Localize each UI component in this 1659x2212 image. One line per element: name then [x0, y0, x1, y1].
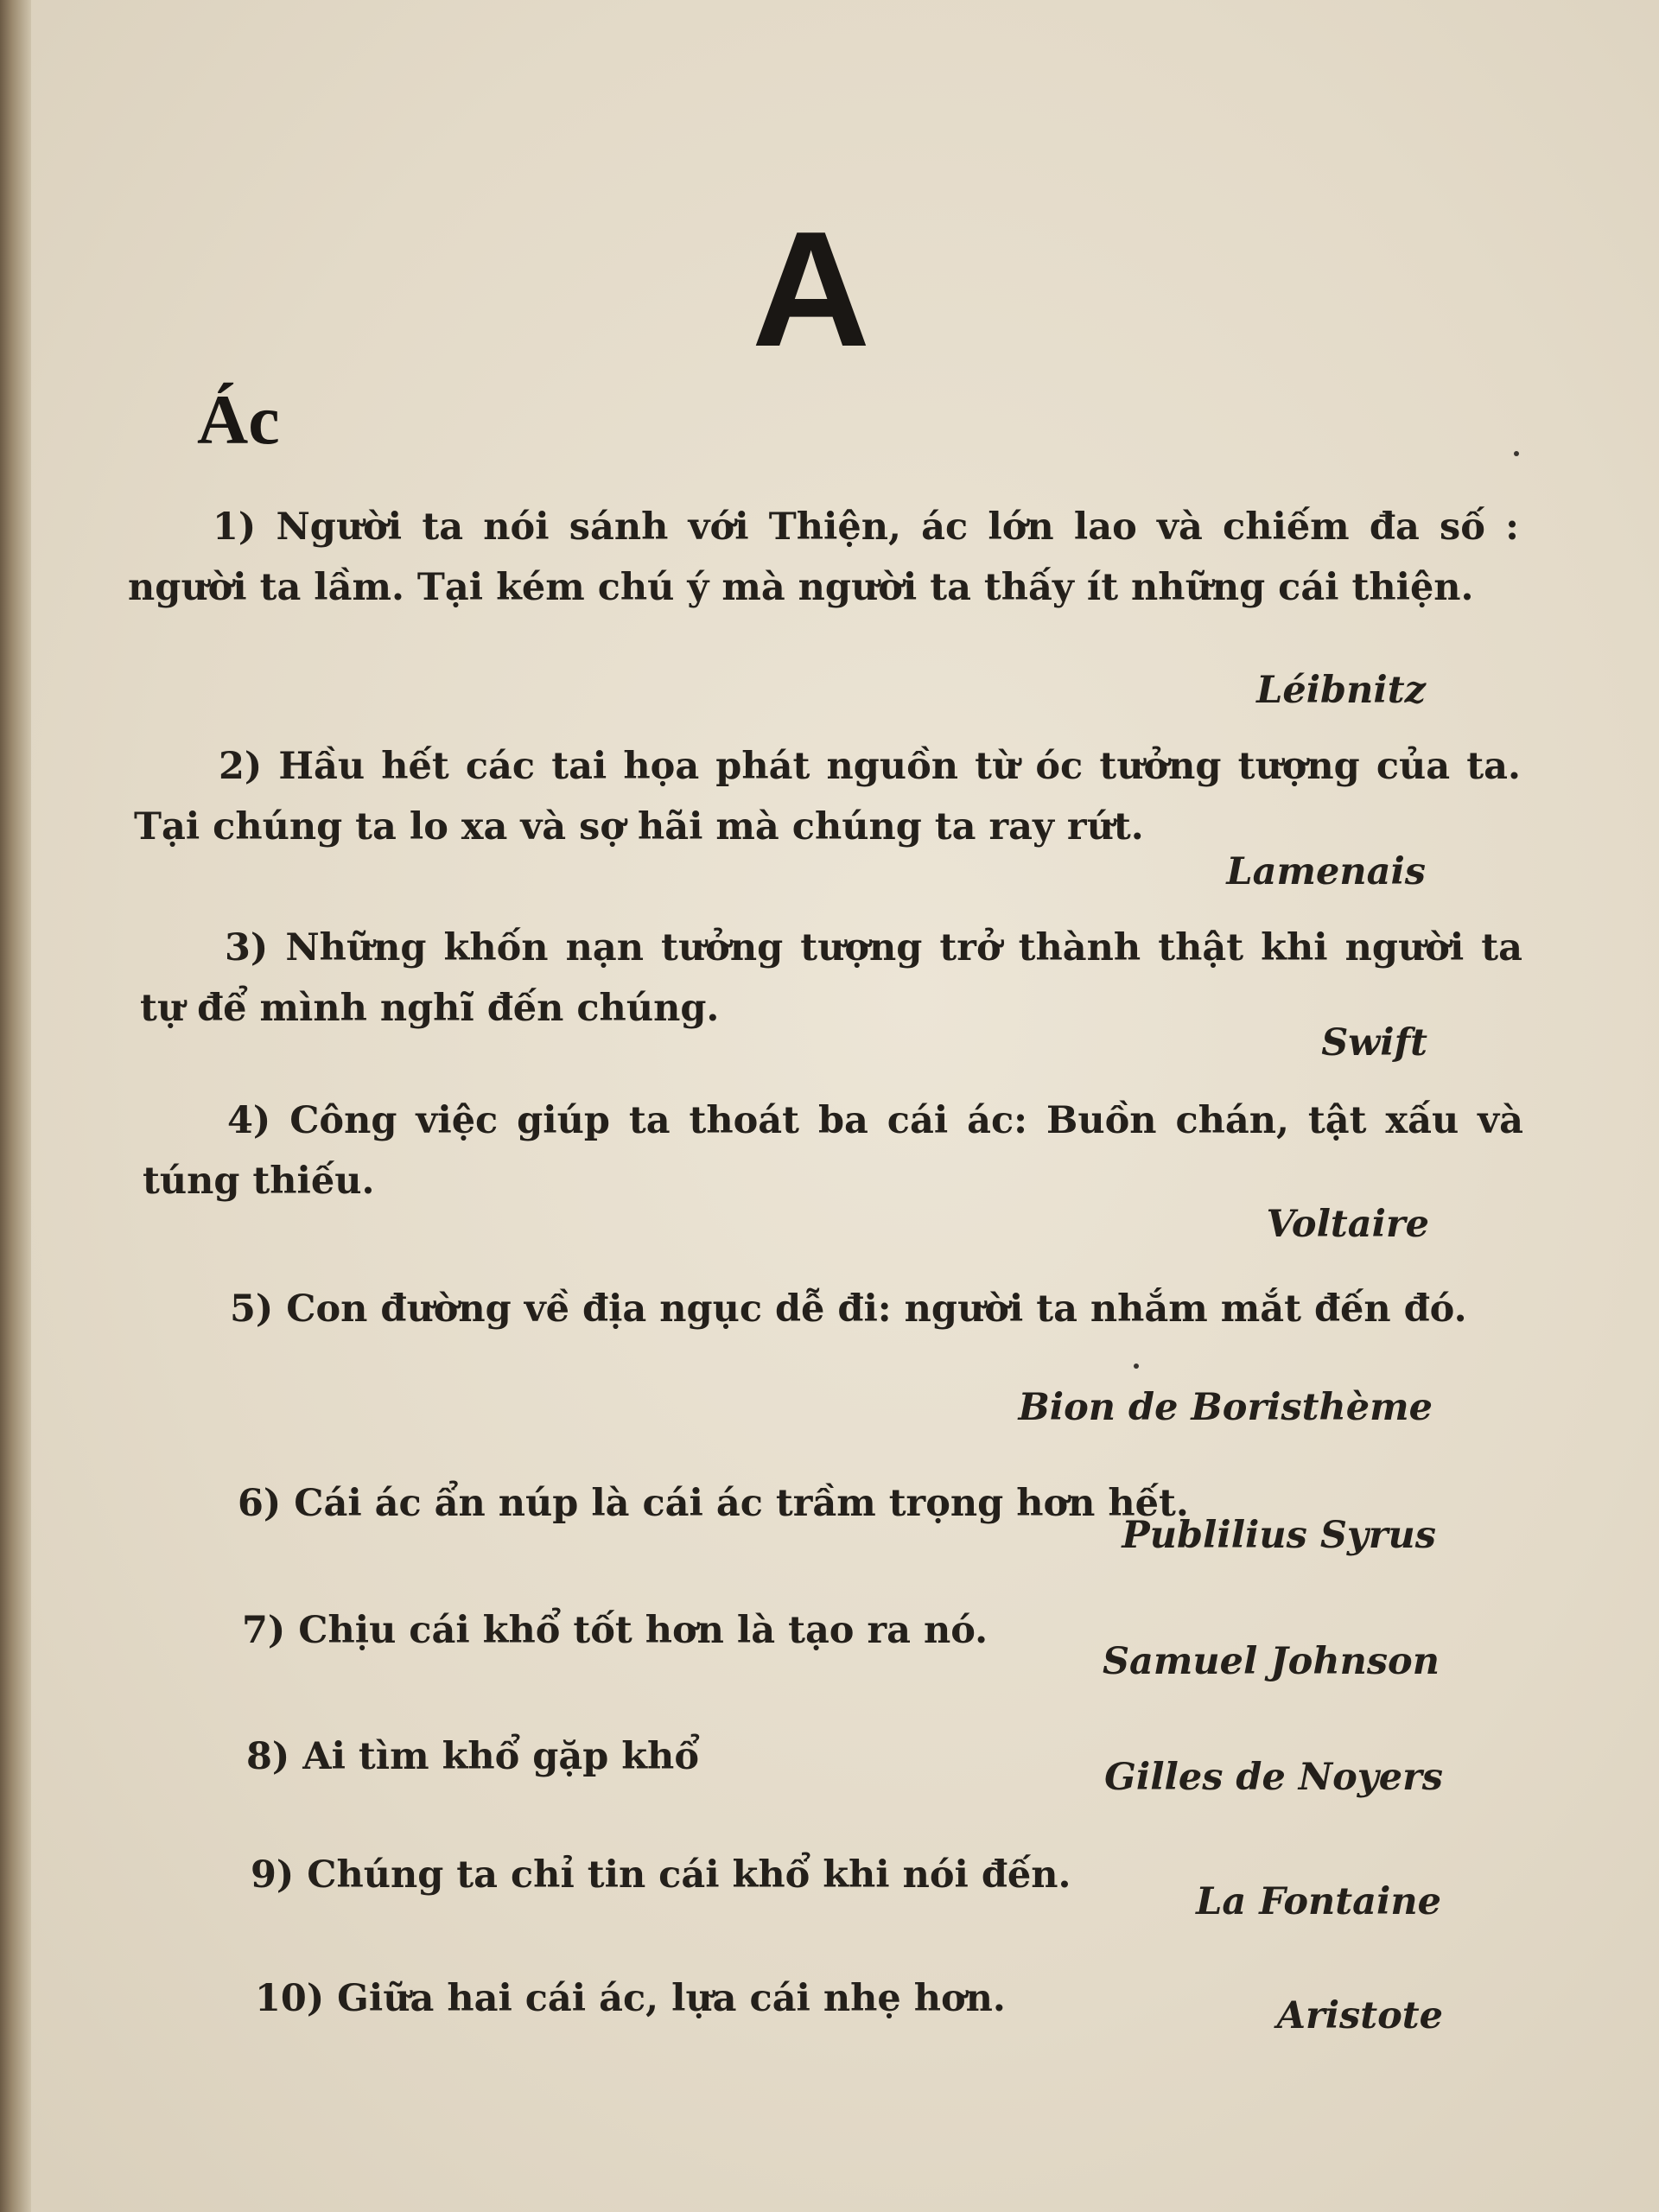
quote-number: 3): [225, 926, 269, 969]
quote-5: [145, 1279, 1526, 1339]
quote-author: La Fontaine: [1196, 1880, 1441, 1923]
quote-text: Cái ác ẩn núp là cái ác trầm trọng hơn hết.: [294, 1482, 1189, 1525]
quote-author: Léibnitz: [1256, 669, 1426, 712]
section-title: Ác: [197, 380, 280, 459]
quote-author: Aristote: [1276, 1994, 1443, 2037]
quote-author: Bion de Boristhème: [1018, 1386, 1433, 1429]
quote-text: Người ta nói sánh với Thiện, ác lớn lao và chiếm đa số : người ta lầm. Tại kém chú ý mà người ta thấy ít những cái thiện.: [128, 505, 1519, 609]
quote-number: 8): [246, 1735, 290, 1778]
quote-text: Công việc giúp ta thoát ba cái ác: Buồn chán, tật xấu và túng thiếu.: [143, 1099, 1523, 1203]
quote-8: [246, 1726, 699, 1787]
quote-number: 6): [238, 1482, 282, 1525]
quote-text: Giữa hai cái ác, lựa cái nhẹ hơn.: [337, 1977, 1006, 2020]
quote-4: [143, 1090, 1523, 1211]
paper-speck: [1514, 451, 1519, 456]
book-binding-edge: [0, 0, 31, 2212]
quote-number: 4): [227, 1099, 271, 1142]
quote-author: Swift: [1321, 1021, 1427, 1065]
quote-7: [242, 1600, 988, 1661]
quote-number: 1): [213, 505, 257, 549]
quote-6: [238, 1473, 1189, 1534]
quote-text: Chịu cái khổ tốt hơn là tạo ra nó.: [298, 1609, 988, 1652]
quote-3: [140, 918, 1522, 1039]
quote-1: [128, 497, 1519, 618]
chapter-letter: A: [752, 198, 871, 381]
quote-number: 2): [219, 745, 263, 788]
quote-2: [134, 736, 1521, 857]
quote-text: Hầu hết các tai họa phát nguồn từ óc tưởng tượng của ta. Tại chúng ta lo xa và sợ hãi mà chúng ta ray rứt.: [134, 745, 1521, 849]
quote-text: Những khốn nạn tưởng tượng trở thành thật khi người ta tự để mình nghĩ đến chúng.: [140, 926, 1522, 1030]
quote-text: Con đường về địa ngục dễ đi: người ta nhắm mắt đến đó.: [286, 1287, 1467, 1331]
quote-text: Ai tìm khổ gặp khổ: [302, 1735, 699, 1778]
quote-number: 9): [251, 1853, 295, 1897]
quote-number: 7): [242, 1609, 286, 1652]
quote-author: Lamenais: [1226, 850, 1426, 893]
quote-10: [255, 1968, 1006, 2029]
quote-text: Chúng ta chỉ tin cái khổ khi nói đến.: [307, 1853, 1071, 1897]
quote-9: [251, 1845, 1071, 1905]
quote-author: Publilius Syrus: [1122, 1514, 1436, 1557]
quote-author: Gilles de Noyers: [1104, 1756, 1443, 1799]
quote-author: Samuel Johnson: [1102, 1640, 1440, 1683]
paper-speck: [1134, 1363, 1139, 1369]
quote-number: 5): [230, 1287, 274, 1331]
quote-number: 10): [255, 1977, 325, 2020]
quote-author: Voltaire: [1266, 1203, 1429, 1246]
